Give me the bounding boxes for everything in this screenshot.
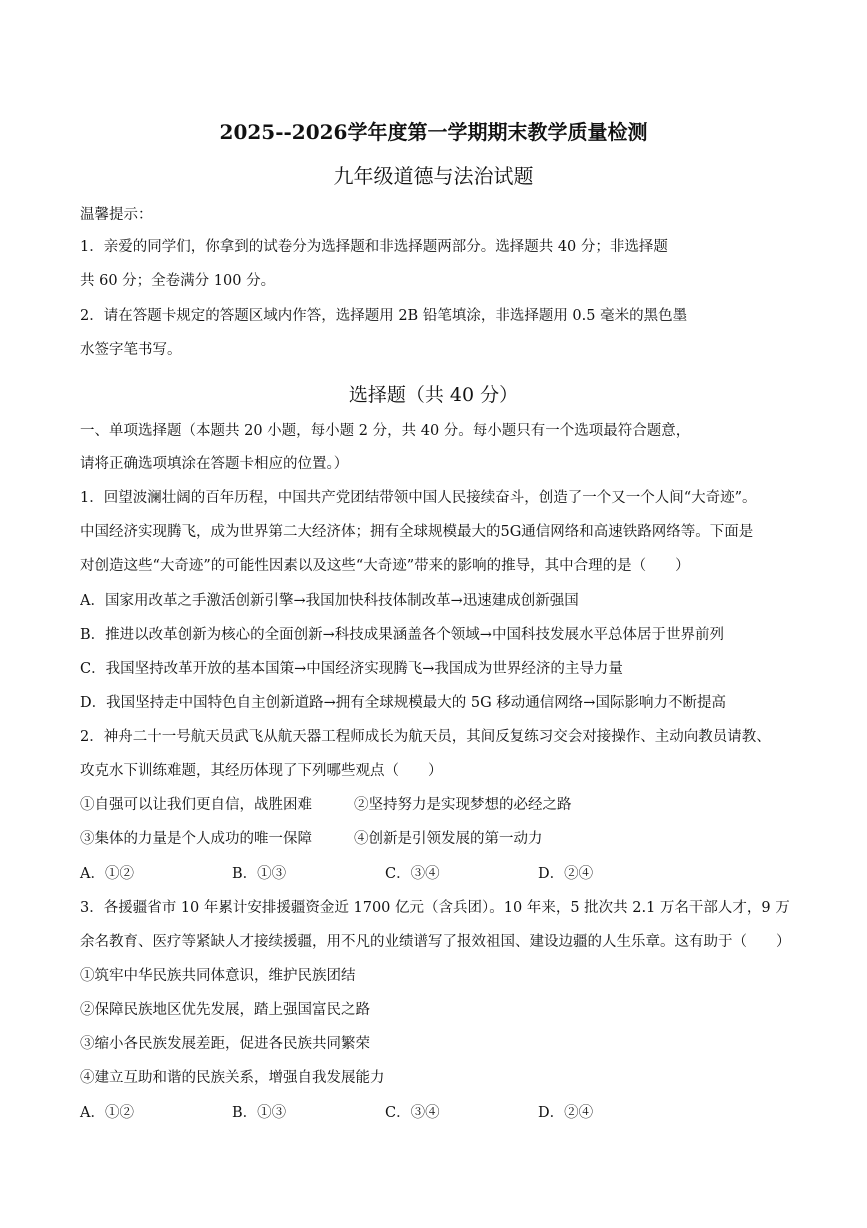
- q1-option-d: D．我国坚持走中国特色自主创新道路→拥有全球规模最大的 5G 移动通信网络→国际影响力不断提高: [80, 695, 726, 711]
- notice-item-2-line-2: 水签字笔书写。: [80, 342, 182, 358]
- q3-option-c: C．③④: [385, 1105, 440, 1121]
- q2-stem-line-1: 2．神舟二十一号航天员武飞从航天器工程师成长为航天员，其间反复练习交会对接操作、主动向教员请教、: [80, 729, 771, 745]
- q3-statement-1: ①筑牢中华民族共同体意识，维护民族团结: [80, 968, 356, 984]
- notice-heading: 温馨提示：: [80, 207, 153, 223]
- q2-option-a: A．①②: [80, 866, 134, 882]
- notice-item-1-line-2: 共 60 分；全卷满分 100 分。: [80, 273, 276, 289]
- q1-option-a: A．国家用改革之手激活创新引擎→我国加快科技体制改革→迅速建成创新强国: [80, 593, 579, 609]
- notice-item-1-line-1: 1．亲爱的同学们，你拿到的试卷分为选择题和非选择题两部分。选择题共 40 分；非选择题: [80, 239, 668, 255]
- q3-stem-line-2: 余名教育、医疗等紧缺人才接续援疆，用不凡的业绩谱写了报效祖国、建设边疆的人生乐章。这有助于（ ）: [80, 934, 791, 950]
- q3-option-a: A．①②: [80, 1105, 134, 1121]
- q1-option-c: C．我国坚持改革开放的基本国策→中国经济实现腾飞→我国成为世界经济的主导力量: [80, 661, 623, 677]
- q3-option-d: D．②④: [538, 1105, 594, 1121]
- q2-statement-2: ②坚持努力是实现梦想的必经之路: [354, 797, 572, 813]
- notice-item-2-line-1: 2．请在答题卡规定的答题区域内作答，选择题用 2B 铅笔填涂，非选择题用 0.5 毫米的黑色墨: [80, 308, 688, 324]
- q2-option-b: B．①③: [232, 866, 287, 882]
- q2-statement-4: ④创新是引领发展的第一动力: [354, 831, 543, 847]
- q1-stem-line-3: 对创造这些“大奇迹”的可能性因素以及这些“大奇迹”带来的影响的推导，其中合理的是（ ）: [80, 558, 690, 574]
- q3-statement-2: ②保障民族地区优先发展，踏上强国富民之路: [80, 1002, 370, 1018]
- q2-statement-1: ①自强可以让我们更自信，战胜困难: [80, 797, 312, 813]
- q1-stem-line-2: 中国经济实现腾飞，成为世界第二大经济体；拥有全球规模最大的5G通信网络和高速铁路网络等。下面是: [80, 524, 754, 540]
- exam-title: 2025--2026学年度第一学期期末教学质量检测: [219, 120, 648, 144]
- q2-stem-line-2: 攻克水下训练难题，其经历体现了下列哪些观点（ ）: [80, 763, 443, 779]
- q2-option-c: C．③④: [385, 866, 440, 882]
- q1-stem-line-1: 1．回望波澜壮阔的百年历程，中国共产党团结带领中国人民接续奋斗，创造了一个又一个人间“大奇迹”。: [80, 490, 757, 506]
- q3-statement-4: ④建立互助和谐的民族关系，增强自我发展能力: [80, 1070, 385, 1086]
- q3-option-b: B．①③: [232, 1105, 287, 1121]
- section-instruction-line-1: 一、单项选择题（本题共 20 小题，每小题 2 分，共 40 分。每小题只有一个选项最符合题意，: [80, 423, 691, 439]
- exam-subtitle: 九年级道德与法治试题: [333, 164, 534, 188]
- q2-option-d: D．②④: [538, 866, 594, 882]
- section-title: 选择题（共 40 分）: [348, 384, 519, 406]
- q2-statement-3: ③集体的力量是个人成功的唯一保障: [80, 831, 312, 847]
- q1-option-b: B．推进以改革创新为核心的全面创新→科技成果涵盖各个领域→中国科技发展水平总体居于世界前列: [80, 627, 724, 643]
- section-instruction-line-2: 请将正确选项填涂在答题卡相应的位置。）: [80, 456, 349, 472]
- q3-statement-3: ③缩小各民族发展差距，促进各民族共同繁荣: [80, 1036, 370, 1052]
- q3-stem-line-1: 3．各援疆省市 10 年累计安排援疆资金近 1700 亿元（含兵团）。10 年来，5 批次共 2.1 万名干部人才，9 万: [80, 900, 790, 916]
